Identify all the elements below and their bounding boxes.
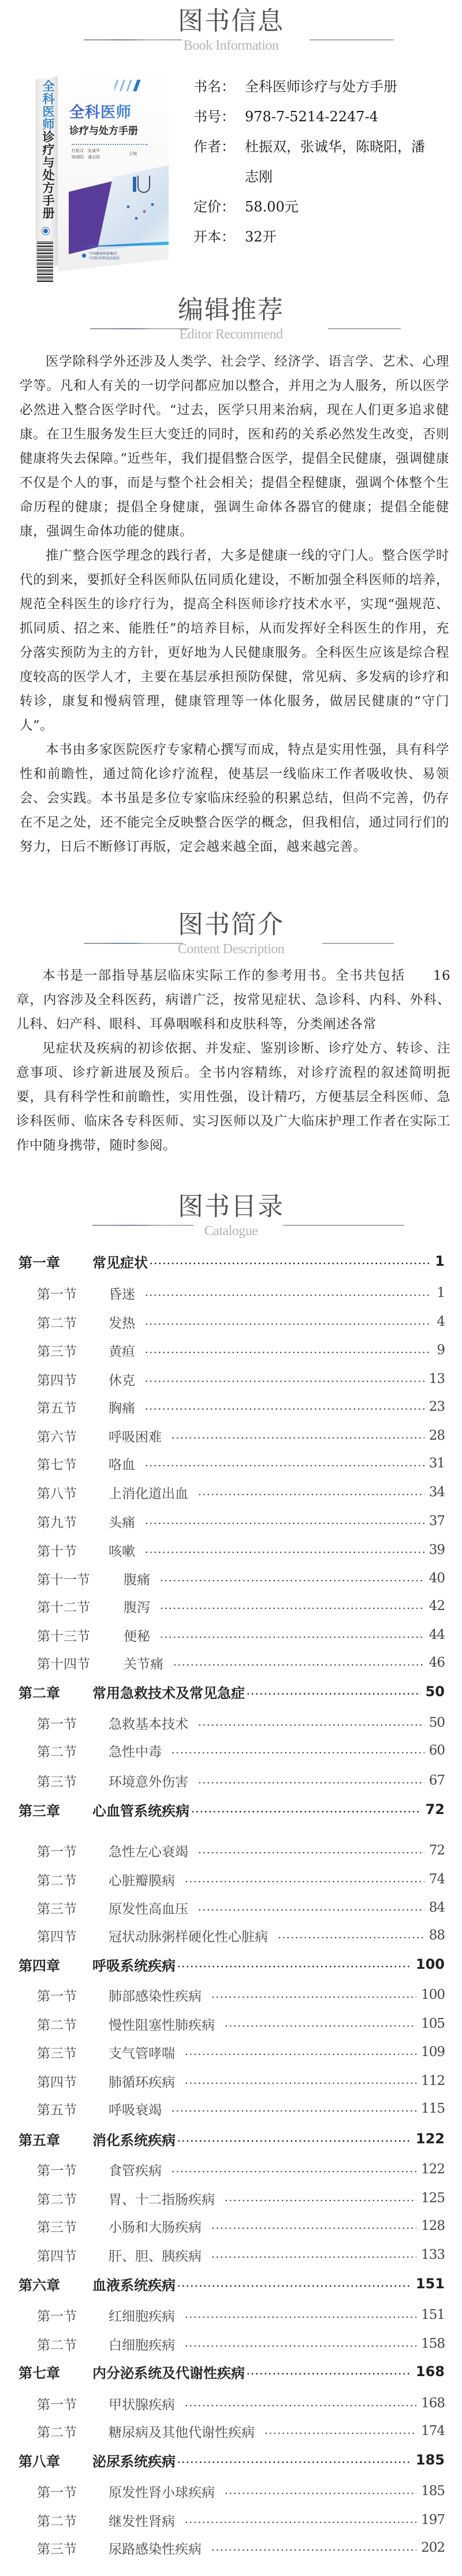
toc-number: 第二节 [37, 2337, 77, 2353]
toc-chapter-row[interactable] [0, 1251, 462, 1272]
toc-section-row[interactable] [0, 1453, 462, 1474]
toc-dot-leader [184, 1880, 424, 1883]
toc-page-number: 122 [415, 2131, 445, 2147]
toc-page-number: 122 [421, 2162, 445, 2177]
toc-page-number: 158 [421, 2336, 445, 2351]
toc-number: 第九节 [37, 1515, 77, 1530]
info-row-format [193, 222, 459, 252]
toc-dot-leader [211, 1996, 416, 1998]
toc-section-row[interactable] [0, 1482, 462, 1503]
toc-dot-leader [144, 1408, 424, 1410]
cover-publisher [81, 252, 150, 261]
toc-title: 急性中毒 [109, 1744, 162, 1760]
toc-number: 第三节 [37, 2220, 77, 2235]
toc-section-row[interactable] [0, 2304, 462, 2325]
toc-number: 第一节 [37, 2397, 77, 2413]
toc-title: 原发性高血压 [109, 1901, 188, 1917]
toc-title: 上消化道出血 [109, 1486, 188, 1501]
toc-title: 肺部感染性疾病 [109, 1988, 202, 2004]
toc-number: 第十节 [37, 1544, 77, 1559]
description-title: 图书简介 [178, 910, 284, 939]
toc-dot-leader [144, 1380, 424, 1382]
toc-page-number: 1 [435, 1253, 445, 1269]
toc-number: 第三节 [37, 1901, 77, 1917]
toc-title: 心脏瓣膜病 [109, 1873, 175, 1889]
toc-page-number: 174 [421, 2423, 445, 2439]
toc-page-number: 100 [421, 1987, 445, 2002]
toc-number: 第四节 [37, 1929, 77, 1945]
toc-number: 第十一节 [37, 1572, 90, 1588]
editor-recommend-text [20, 350, 449, 859]
toc-page-number: 112 [421, 2073, 445, 2088]
toc-title: 胸痛 [109, 1400, 135, 1416]
toc-page-number: 40 [429, 1571, 445, 1586]
toc-section-row[interactable] [0, 1511, 462, 1532]
toc-page-number: 151 [421, 2307, 445, 2322]
toc-title: 咳嗽 [109, 1544, 135, 1559]
toc-dot-leader [198, 1724, 424, 1726]
toc-title: 白细胞疾病 [109, 2337, 175, 2353]
toc-title: 呼吸衰竭 [109, 2102, 162, 2118]
toc-number: 第二节 [37, 2425, 77, 2440]
toc-number: 第三节 [37, 1774, 77, 1790]
toc-number: 第七章 [18, 2365, 60, 2381]
toc-page-number: 125 [421, 2191, 445, 2206]
toc-section-row[interactable] [0, 2071, 462, 2091]
toc-title: 常见症状 [92, 1254, 148, 1271]
toc-title: 呼吸系统疾病 [92, 1957, 176, 1974]
toc-dot-leader [198, 1909, 424, 1911]
cover-editors-role: 主编 [129, 151, 137, 156]
toc-dot-leader [191, 1811, 421, 1813]
toc-page-number: 74 [429, 1872, 445, 1887]
toc-dot-leader [211, 2227, 416, 2229]
toc-title: 尿路感染性疾病 [109, 2541, 202, 2557]
toc-number: 第二节 [37, 1315, 77, 1331]
toc-title: 糖尿病及其他代谢性疾病 [109, 2425, 255, 2440]
toc-title: 肺循环疾病 [109, 2075, 175, 2090]
toc-page-number: 31 [429, 1456, 445, 1471]
toc-page-number: 168 [421, 2396, 445, 2411]
info-row-isbn [193, 102, 459, 132]
info-label-format: 开本： [193, 229, 235, 245]
toc-section-row[interactable] [0, 1311, 462, 1332]
toc-section-row[interactable] [0, 2188, 462, 2209]
toc-title: 胃、十二指肠疾病 [109, 2192, 215, 2207]
catalogue-header [0, 1192, 462, 1244]
toc-dot-leader [144, 1522, 424, 1525]
info-value-isbn: 978-7-5214-2247-4 [245, 109, 378, 125]
toc-title: 红细胞疾病 [109, 2309, 175, 2324]
toc-title: 呼吸困难 [109, 1429, 162, 1445]
toc-number: 第十二节 [37, 1600, 90, 1615]
toc-title: 昏迷 [109, 1287, 135, 1302]
toc-section-row[interactable] [0, 2537, 462, 2558]
toc-section-row[interactable] [0, 2098, 462, 2119]
toc-page-number: 84 [429, 1900, 445, 1915]
toc-page-number: 109 [421, 2045, 445, 2060]
toc-dot-leader [144, 1351, 430, 1354]
toc-page-number: 67 [429, 1773, 445, 1788]
spine-title-blue: 全科医师 [41, 80, 55, 131]
toc-page-number: 44 [429, 1627, 445, 1642]
toc-dot-leader [171, 2170, 416, 2173]
toc-number: 第一节 [37, 2309, 77, 2324]
toc-section-row[interactable] [0, 1712, 462, 1733]
decorative-stripes-icon [114, 80, 140, 91]
toc-section-row[interactable] [0, 1283, 462, 1303]
toc-title: 甲状腺疾病 [109, 2397, 175, 2413]
toc-dot-leader [177, 2461, 411, 2463]
info-row-author [193, 132, 459, 192]
toc-title: 冠状动脉粥样硬化性心脏病 [109, 1929, 268, 1945]
toc-dot-leader [144, 1551, 424, 1553]
toc-dot-leader [177, 2285, 411, 2287]
toc-section-row[interactable] [0, 2510, 462, 2530]
toc-number: 第四节 [37, 2075, 77, 2090]
toc-chapter-row[interactable] [0, 1954, 462, 1975]
toc-number: 第一节 [37, 1844, 77, 1860]
toc-dot-leader [159, 1607, 424, 1609]
toc-section-row[interactable] [0, 2421, 462, 2441]
toc-chapter-row[interactable] [0, 2128, 462, 2149]
toc-page-number: 185 [421, 2484, 445, 2499]
toc-number: 第三节 [37, 2541, 77, 2557]
toc-title: 慢性阻塞性肺疾病 [109, 2017, 215, 2033]
toc-section-row[interactable] [0, 1425, 462, 1446]
toc-page-number: 100 [415, 1956, 445, 1972]
toc-dot-leader [184, 2082, 416, 2084]
toc-number: 第十三节 [37, 1629, 90, 1644]
toc-number: 第五节 [37, 2102, 77, 2118]
toc-title: 血液系统疾病 [92, 2277, 176, 2294]
toc-dot-leader [159, 1579, 424, 1582]
book-info-fields [193, 72, 459, 252]
editor-subtitle: Editor Recommend [179, 327, 283, 342]
toc-page-number: 50 [429, 1715, 445, 1730]
info-value-name: 全科医师诊疗与处方手册 [245, 79, 397, 95]
toc-page-number: 23 [429, 1399, 445, 1414]
publisher-logo-icon [42, 228, 49, 235]
toc-page-number: 197 [421, 2512, 445, 2527]
toc-title: 急性左心衰竭 [109, 1844, 188, 1860]
info-value-price: 58.00元 [245, 199, 299, 215]
toc-title: 食管疾病 [109, 2163, 162, 2179]
toc-page-number: 105 [421, 2016, 445, 2031]
toc-dot-leader [184, 2404, 416, 2407]
toc-page-number: 88 [429, 1928, 445, 1943]
spine-title-black: 诊疗与处方手册 [41, 131, 55, 220]
toc-dot-leader [198, 1782, 424, 1784]
toc-dot-leader [277, 1936, 424, 1939]
toc-section-row[interactable] [0, 1925, 462, 1946]
toc-dot-leader [224, 2492, 416, 2495]
doctor-tie-icon [133, 177, 136, 192]
toc-dot-leader [246, 2373, 411, 2375]
toc-number: 第一节 [37, 1988, 77, 2004]
toc-dot-leader [144, 1294, 430, 1296]
toc-title: 原发性肾小球疾病 [109, 2485, 215, 2500]
info-value-format: 32开 [245, 229, 277, 245]
toc-number: 第二节 [37, 2514, 77, 2529]
toc-dot-leader [144, 1323, 430, 1325]
toc-page-number: 185 [415, 2452, 445, 2468]
toc-section-row[interactable] [0, 1652, 462, 1673]
toc-number: 第一节 [37, 1716, 77, 1732]
toc-page-number: 133 [421, 2247, 445, 2262]
toc-number: 第一节 [37, 2163, 77, 2179]
toc-number: 第二章 [18, 1685, 60, 1701]
toc-number: 第五章 [18, 2132, 60, 2148]
toc-title: 腹泻 [124, 1600, 150, 1615]
toc-number: 第三节 [37, 2046, 77, 2061]
toc-chapter-row[interactable] [0, 2361, 462, 2382]
toc-number: 第二节 [37, 1744, 77, 1760]
toc-title: 泌尿系统疾病 [92, 2453, 176, 2470]
editor-paragraph: 医学除科学外还涉及人类学、社会学、经济学、语言学、艺术、心理学等。凡和人有关的一切学问都应加以整合，并用之为人服务，所以医学必然进入整合医学时代。“过去，医学只用来治病，现在人们更多追求健康。在卫生服务发生巨大变迁的同时，医和药的关系必然发生改变，否则健康将失去保障。”近些年，我们提倡整合医学，提倡全民健康，强调健康不仅是个人的事，而是与整个社会相关；提倡全程健康，强调个体整个生命历程的健康；提倡全身健康，强调生命体各器官的健康；提倡全能健康，强调生命体功能的健康。 [20, 354, 449, 539]
toc-number: 第八节 [37, 1486, 77, 1501]
info-label-isbn: 书号： [193, 109, 235, 125]
toc-page-number: 60 [429, 1743, 445, 1758]
toc-page-number: 39 [429, 1542, 445, 1558]
toc-page-number: 168 [415, 2363, 445, 2380]
toc-page-number: 50 [425, 1683, 445, 1700]
info-value-author: 杜振双，张诚华，陈晓阳，潘志刚 [245, 139, 425, 185]
toc-title: 便秘 [124, 1629, 150, 1644]
toc-title: 环境意外伤害 [109, 1774, 188, 1790]
barcode-icon [37, 241, 53, 282]
book-info-header [0, 7, 462, 59]
toc-dot-leader [184, 2053, 416, 2055]
toc-chapter-row[interactable] [0, 1681, 462, 1702]
toc-number: 第四章 [18, 1957, 60, 1974]
toc-title: 小肠和大肠疾病 [109, 2220, 202, 2235]
toc-number: 第六章 [18, 2277, 60, 2294]
toc-chapter-row[interactable] [0, 2449, 462, 2470]
toc-number: 第八章 [18, 2453, 60, 2470]
toc-section-row[interactable] [0, 1984, 462, 2005]
cover-title-main: 全科医师 [69, 104, 167, 121]
toc-dot-leader [224, 2199, 416, 2202]
toc-title: 休克 [109, 1373, 135, 1388]
toc-page-number: 34 [429, 1485, 445, 1500]
medical-network-icon [120, 200, 161, 223]
toc-page-number: 28 [429, 1428, 445, 1443]
description-header [0, 910, 462, 962]
toc-dot-leader [211, 2549, 416, 2551]
stethoscope-icon [137, 176, 150, 193]
toc-section-row[interactable] [0, 1396, 462, 1417]
toc-page-number: 9 [437, 1343, 445, 1358]
toc-dot-leader [198, 1852, 424, 1854]
toc-dot-leader [224, 2025, 416, 2027]
editor-paragraph: 推广整合医学理念的践行者，大多是健康一线的守门人。整合医学时代的到来，要抓好全科医师队伍同质化建设，不断加强全科医师的培养，规范全科医生的诊疗行为，提高全科医师诊疗技术水平，实现“强规范、抓同质、招之来、能胜任”的培养目标，从而发挥好全科医生的作用，充分落实预防为主的方针，更好地为人民健康服务。全科医生应该是综合程度较高的医学人才，主要在基层承担预防保健，常见病、多发病的诊疗和转诊，康复和慢病管理，健康管理等一体化服务，做居民健康的“守门人”。 [20, 548, 449, 733]
toc-section-row[interactable] [0, 1770, 462, 1791]
toc-page-number: 151 [415, 2276, 445, 2292]
toc-dot-leader [159, 1636, 424, 1638]
toc-section-row[interactable] [0, 1596, 462, 1616]
toc-dot-leader [184, 2316, 416, 2318]
toc-number: 第二节 [37, 1873, 77, 1889]
toc-page-number: 72 [425, 1801, 445, 1817]
toc-section-row[interactable] [0, 1625, 462, 1645]
toc-dot-leader [177, 1965, 411, 1968]
toc-page-number: 128 [421, 2218, 445, 2233]
toc-dot-leader [198, 1493, 424, 1496]
toc-number: 第一章 [18, 1254, 60, 1271]
description-paragraph: 见症状及疾病的初诊依据、并发症、鉴别诊断、诊疗处方、转诊、注意事项、诊疗新进展及预后。全书内容精练，对诊疗流程的叙述简明扼要，具有科学性和前瞻性，实用性强，设计精巧，方便基层全科医师、急诊科医师、临床各专科医师、实习医师以及广大临床护理工作者在实际工作中随身携带，随时参阅。 [16, 1041, 450, 1153]
toc-dot-leader [184, 2521, 416, 2523]
description-paragraph: 本书是一部指导基层临床实际工作的参考用书。全书共包括 16章，内容涉及全科医药，病谱广泛，按常见症状、急诊科、内科、外科、儿科、妇产科、眼科、耳鼻咽喉科和皮肤科等，分类阐述各常 [16, 968, 450, 1032]
cover-editors [72, 148, 135, 161]
toc-section-row[interactable] [0, 1869, 462, 1890]
toc-title: 常用急救技术及常见急症 [92, 1685, 245, 1701]
toc-dot-leader [177, 2140, 411, 2142]
toc-dot-leader [246, 1693, 421, 1695]
toc-page-number: 72 [429, 1843, 445, 1858]
info-label-name: 书名： [193, 79, 235, 95]
catalogue-title: 图书目录 [178, 1192, 284, 1221]
toc-chapter-row[interactable] [0, 2273, 462, 2294]
book-cover-image [33, 68, 169, 276]
toc-page-number: 115 [421, 2101, 445, 2116]
toc-chapter-row[interactable] [0, 1799, 462, 1820]
toc-section-row[interactable] [0, 1340, 462, 1361]
toc-number: 第一节 [37, 1287, 77, 1302]
toc-page-number: 1 [437, 1285, 445, 1300]
toc-number: 第三章 [18, 1802, 60, 1819]
toc-dot-leader [264, 2432, 416, 2434]
toc-page-number: 46 [429, 1655, 445, 1670]
toc-number: 第二节 [37, 2192, 77, 2207]
toc-number: 第二节 [37, 2017, 77, 2033]
content-description-text [16, 964, 450, 1158]
toc-section-row[interactable] [0, 2216, 462, 2236]
catalogue-subtitle: Catalogue [204, 1224, 258, 1239]
cover-editors-line-1: 杜振双 张诚华 [72, 148, 100, 153]
toc-title: 支气管哮喘 [109, 2046, 175, 2061]
toc-section-row[interactable] [0, 2244, 462, 2265]
toc-number: 第六节 [37, 1429, 77, 1445]
cover-publisher-line-2: 中国医药科技出版社 [89, 257, 121, 261]
toc-section-row[interactable] [0, 2393, 462, 2414]
toc-dot-leader [211, 2256, 416, 2258]
toc-title: 腹痛 [124, 1572, 150, 1588]
toc-title: 继发性肾病 [109, 2514, 175, 2529]
toc-page-number: 202 [421, 2540, 445, 2555]
toc-number: 第五节 [37, 1400, 77, 1416]
toc-section-row[interactable] [0, 1369, 462, 1389]
toc-dot-leader [171, 2110, 416, 2112]
book-info-subtitle: Book Information [183, 38, 279, 53]
toc-page-number: 13 [429, 1371, 445, 1386]
toc-dot-leader [171, 1752, 424, 1754]
toc-number: 第七节 [37, 1457, 77, 1473]
toc-section-row[interactable] [0, 1568, 462, 1589]
toc-section-row[interactable] [0, 1840, 462, 1861]
editor-paragraph: 本书由多家医院医疗专家精心撰写而成，特点是实用性强，具有科学性和前瞻性，通过简化诊疗流程，使基层一线临床工作者吸收快、易领会、会实践。本书虽是多位专家临床经验的积累总结，但尚不完善，仍存在不足之处，还不能完全反映整合医学的概念，但我相信，通过同行们的努力，日后不断修订再版，定会越来越全面，越来越完善。 [20, 742, 449, 854]
editor-header [0, 296, 462, 348]
toc-title: 咯血 [109, 1457, 135, 1473]
toc-dot-leader [171, 1437, 424, 1439]
info-row-price [193, 192, 459, 222]
toc-section-row[interactable] [0, 2481, 462, 2501]
toc-title: 心血管系统疾病 [92, 1802, 189, 1819]
toc-section-row[interactable] [0, 2042, 462, 2062]
toc-title: 肝、胆、胰疾病 [109, 2248, 202, 2264]
toc-title: 关节痛 [124, 1656, 163, 1672]
toc-number: 第三节 [37, 1344, 77, 1359]
toc-number: 第四节 [37, 2248, 77, 2264]
info-label-author: 作者： [193, 139, 235, 155]
toc-section-row[interactable] [0, 1740, 462, 1761]
toc-section-row[interactable] [0, 2013, 462, 2034]
toc-title: 黄疸 [109, 1344, 135, 1359]
toc-number: 第四节 [37, 1373, 77, 1388]
spine-title [39, 80, 54, 220]
toc-section-row[interactable] [0, 1897, 462, 1918]
cover-editors-line-2: 陈晓阳 潘志刚 [72, 155, 100, 159]
toc-page-number: 4 [437, 1314, 445, 1329]
cover-publisher-line-1: 中国健康传媒集团 [89, 252, 117, 256]
info-label-price: 定价： [193, 199, 235, 215]
description-subtitle: Content Description [177, 942, 285, 957]
cover-title-sub: 诊疗与处方手册 [69, 125, 138, 137]
toc-dot-leader [149, 1262, 430, 1265]
info-row-name [193, 72, 459, 102]
cover-dotted-divider [72, 144, 148, 145]
toc-title: 消化系统疾病 [92, 2132, 176, 2148]
toc-dot-leader [144, 1464, 424, 1467]
toc-dot-leader [173, 1664, 424, 1666]
toc-number: 第一节 [37, 2485, 77, 2500]
toc-title: 急救基本技术 [109, 1716, 188, 1732]
book-info-title: 图书信息 [178, 6, 284, 36]
toc-section-row[interactable] [0, 2159, 462, 2180]
toc-title: 内分泌系统及代谢性疾病 [92, 2365, 245, 2381]
toc-page-number: 37 [429, 1514, 445, 1529]
toc-title: 发热 [109, 1315, 135, 1331]
toc-section-row[interactable] [0, 1540, 462, 1560]
editor-title: 编辑推荐 [178, 295, 284, 325]
toc-number: 第十四节 [37, 1656, 90, 1672]
toc-title: 头痛 [109, 1515, 135, 1530]
toc-page-number: 42 [429, 1599, 445, 1614]
toc-section-row[interactable] [0, 2333, 462, 2354]
toc-dot-leader [184, 2345, 416, 2347]
